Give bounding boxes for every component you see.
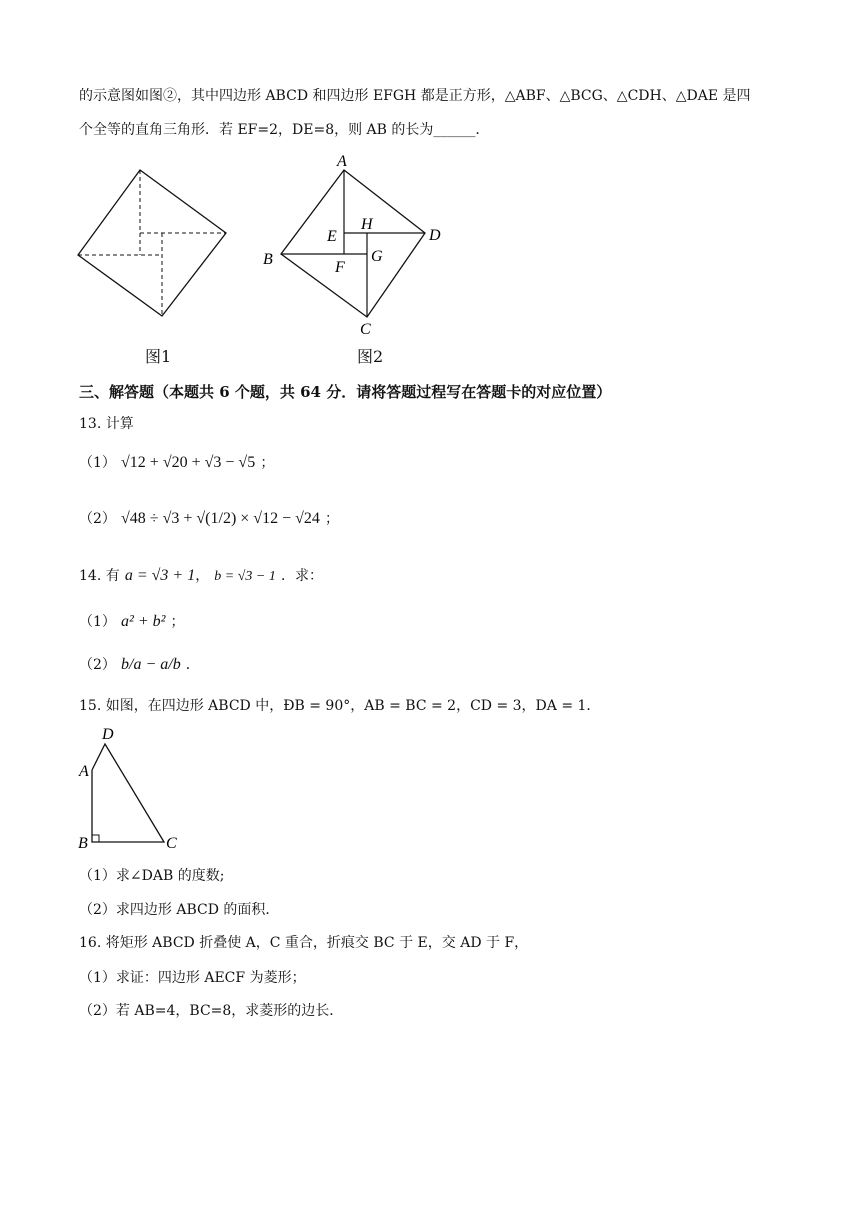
q13-p2-expr: √48 ÷ √3 + √(1/2) × √12 − √24: [121, 510, 320, 527]
fig2-label-f: F: [335, 259, 345, 276]
q14-b-expr: b = √3 − 1: [214, 569, 276, 584]
q14-part-1: [79, 611, 185, 635]
q16-stem: 16. 将矩形 ABCD 折叠使 A，C 重合，折痕交 BC 于 E，交 AD 于 F，: [79, 935, 529, 951]
figure-2-caption: 图2: [357, 347, 384, 366]
figure-1-caption: 图1: [145, 347, 172, 366]
figure-2: [255, 150, 455, 340]
q14-p1-end: ；: [170, 614, 185, 630]
q16-part-2: （2）若 AB=4，BC=8，求菱形的边长．: [79, 1003, 344, 1019]
q15-part-1: （1）求∠DAB 的度数;: [79, 868, 225, 884]
q13-p2-end: ；: [324, 511, 339, 527]
fig2-label-e: E: [327, 228, 337, 245]
q14-p2-expr: b/a − a/b: [121, 656, 181, 673]
fig2-label-g: G: [371, 248, 383, 265]
q15-label-b: B: [78, 835, 88, 852]
fig2-label-d: D: [429, 227, 441, 244]
q14-stem-line: 14. 有 a = √3 + 1， b = √3 − 1 ．求：: [79, 567, 323, 584]
fig2-label-a: A: [337, 153, 347, 170]
q15-part-2: （2）求四边形 ABCD 的面积．: [79, 902, 280, 918]
q14-stem: 14. 有: [79, 568, 120, 584]
q14-p1-label: （1）: [79, 614, 116, 630]
fig2-label-h: H: [361, 216, 373, 233]
q14-ask: ．求：: [280, 568, 323, 584]
intro-line-1: 的示意图如图②，其中四边形 ABCD 和四边形 EFGH 都是正方形，△ABF、△BCG、△CDH、△DAE 是四: [79, 88, 751, 104]
q13-part-2: [79, 508, 339, 532]
q15-label-c: C: [166, 835, 177, 852]
q13-p1-expr: √12 + √20 + √3 − √5: [121, 454, 256, 471]
q13-p1-label: （1）: [79, 455, 116, 471]
q14-p2-label: （2）: [79, 657, 116, 673]
q13-stem: 13. 计算: [79, 416, 134, 432]
fig2-label-c: C: [360, 321, 371, 338]
q13-p2-label: （2）: [79, 511, 116, 527]
q16-part-1: （1）求证：四边形 AECF 为菱形；: [79, 970, 306, 986]
q14-p2-end: ．: [185, 657, 200, 673]
q15-figure: [72, 722, 192, 854]
q14-a-expr: a = √3 + 1: [124, 567, 196, 584]
fig2-label-b: B: [263, 251, 273, 268]
section-3-heading: 三、解答题（本题共 6 个题，共 64 分．请将答题过程写在答题卡的对应位置）: [79, 383, 612, 401]
q13-p1-end: ；: [260, 455, 275, 471]
q15-label-a: A: [79, 763, 89, 780]
q14-p1-expr: a² + b²: [121, 613, 166, 630]
intro-line-2: 个全等的直角三角形．若 EF=2，DE=8，则 AB 的长为______．: [79, 122, 490, 138]
q15-label-d: D: [102, 726, 114, 743]
q13-part-1: [79, 452, 274, 476]
q14-part-2: [79, 654, 200, 678]
q15-stem: 15. 如图，在四边形 ABCD 中，ÐB = 90°，AB = BC = 2，CD = 3，DA = 1．: [79, 698, 601, 714]
figure-1: [70, 160, 240, 330]
